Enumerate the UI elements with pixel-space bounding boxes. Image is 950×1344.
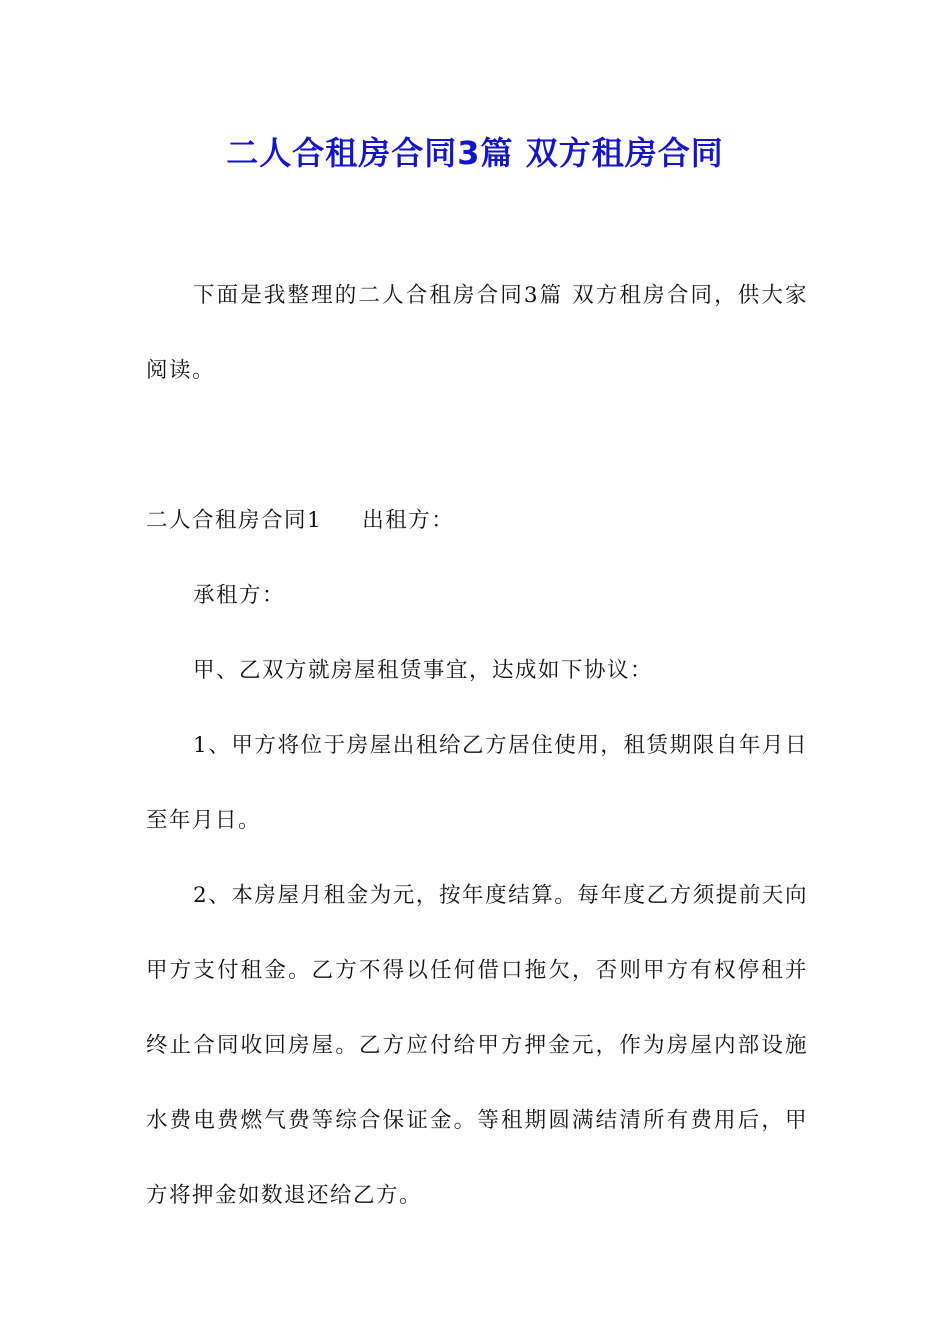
document-body: [146, 258, 808, 1233]
section-heading: 二人合租房合同1: [146, 508, 323, 533]
paragraph-spacer: [146, 408, 808, 483]
section-heading-line: [146, 483, 808, 558]
agreement-intro: 甲、乙双方就房屋租赁事宜，达成如下协议：: [193, 658, 654, 683]
document-title: 二人合租房合同3篇 双方租房合同: [226, 134, 724, 172]
lessor-label: 出租方：: [362, 508, 455, 533]
clause-1: 1、甲方将位于房屋出租给乙方居住使用，租赁期限自年月日至年月日。: [146, 733, 808, 833]
lessee-label: 承租方：: [193, 583, 286, 608]
clause-2: 2、本房屋月租金为元，按年度结算。每年度乙方须提前天向甲方支付租金。乙方不得以任何借口拖欠，否则甲方有权停租并终止合同收回房屋。乙方应付给甲方押金元，作为房屋内部设施水费电费燃气费等综合保证金。等租期圆满结清所有费用后，甲方将押金如数退还给乙方。: [146, 883, 808, 1208]
intro-paragraph: 下面是我整理的二人合租房合同3篇 双方租房合同，供大家阅读。: [146, 283, 808, 383]
